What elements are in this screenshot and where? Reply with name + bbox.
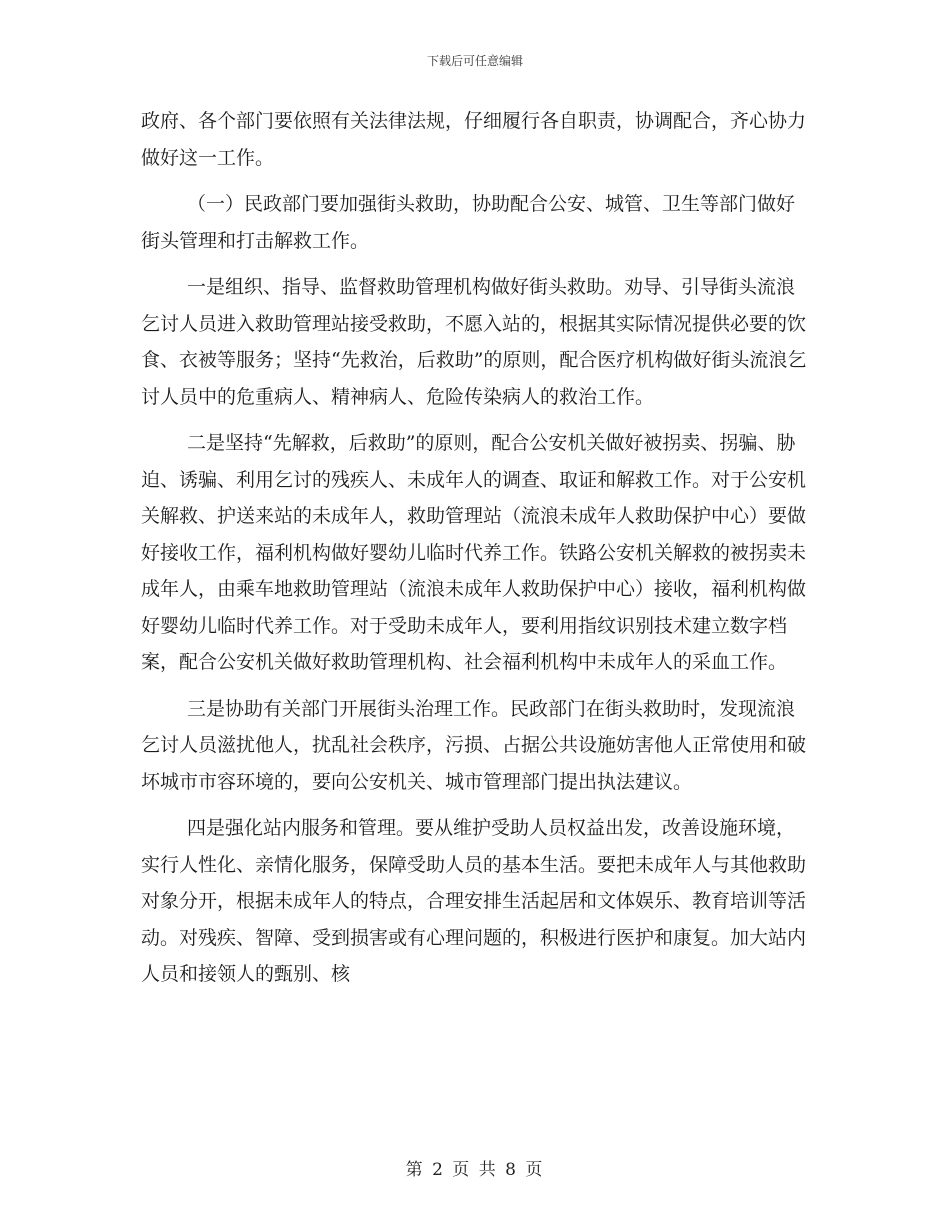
paragraph-2: 一是组织、指导、监督救助管理机构做好街头救助。劝导、引导街头流浪乞讨人员进入救助管理站接受救助，不愿入站的，根据其实际情况提供必要的饮食、衣被等服务；坚持“先救治，后救助”的原则，配合医疗机构做好街头流浪乞讨人员中的危重病人、精神病人、危险传染病人的救治工作。 [141, 276, 807, 408]
paragraph-1: （一）民政部门要加强街头救助，协助配合公安、城管、卫生等部门做好街头管理和打击解救工作。 [141, 193, 796, 252]
page-header-note: 下载后可任意编辑 [426, 54, 523, 68]
page-footer-number: 第 2 页 共 8 页 [405, 1160, 545, 1180]
paragraph-3: 二是坚持“先解救，后救助”的原则，配合公安机关做好被拐卖、拐骗、胁迫、诱骗、利用乞讨的残疾人、未成年人的调查、取证和解救工作。对于公安机关解救、护送来站的未成年人，救助管理站（流浪未成年人救助保护中心）要做好接收工作，福利机构做好婴幼儿临时代养工作。铁路公安机关解救的被拐卖未成年人，由乘车地救助管理站（流浪未成年人救助保护中心）接收，福利机构做好婴幼儿临时代养工作。对于受助未成年人，要利用指纹识别技术建立数字档案，配合公安机关做好救助管理机构、社会福利机构中未成年人的采血工作。 [141, 432, 807, 673]
paragraph-5: 四是强化站内服务和管理。要从维护受助人员权益出发，改善设施环境，实行人性化、亲情化服务，保障受助人员的基本生活。要把未成年人与其他救助对象分开，根据未成年人的特点，合理安排生活起居和文体娱乐、教育培训等活动。对残疾、智障、受到损害或有心理问题的，积极进行医护和康复。加大站内人员和接领人的甄别、核 [141, 817, 807, 985]
paragraph-0: 政府、各个部门要依照有关法律法规，仔细履行各自职责，协调配合，齐心协力做好这一工作。 [141, 110, 807, 169]
paragraph-4: 三是协助有关部门开展街头治理工作。民政部门在街头救助时，发现流浪乞讨人员滋扰他人，扰乱社会秩序，污损、占据公共设施妨害他人正常使用和破坏城市市容环境的，要向公安机关、城市管理部门提出执法建议。 [141, 697, 807, 793]
document-body [141, 103, 811, 1003]
